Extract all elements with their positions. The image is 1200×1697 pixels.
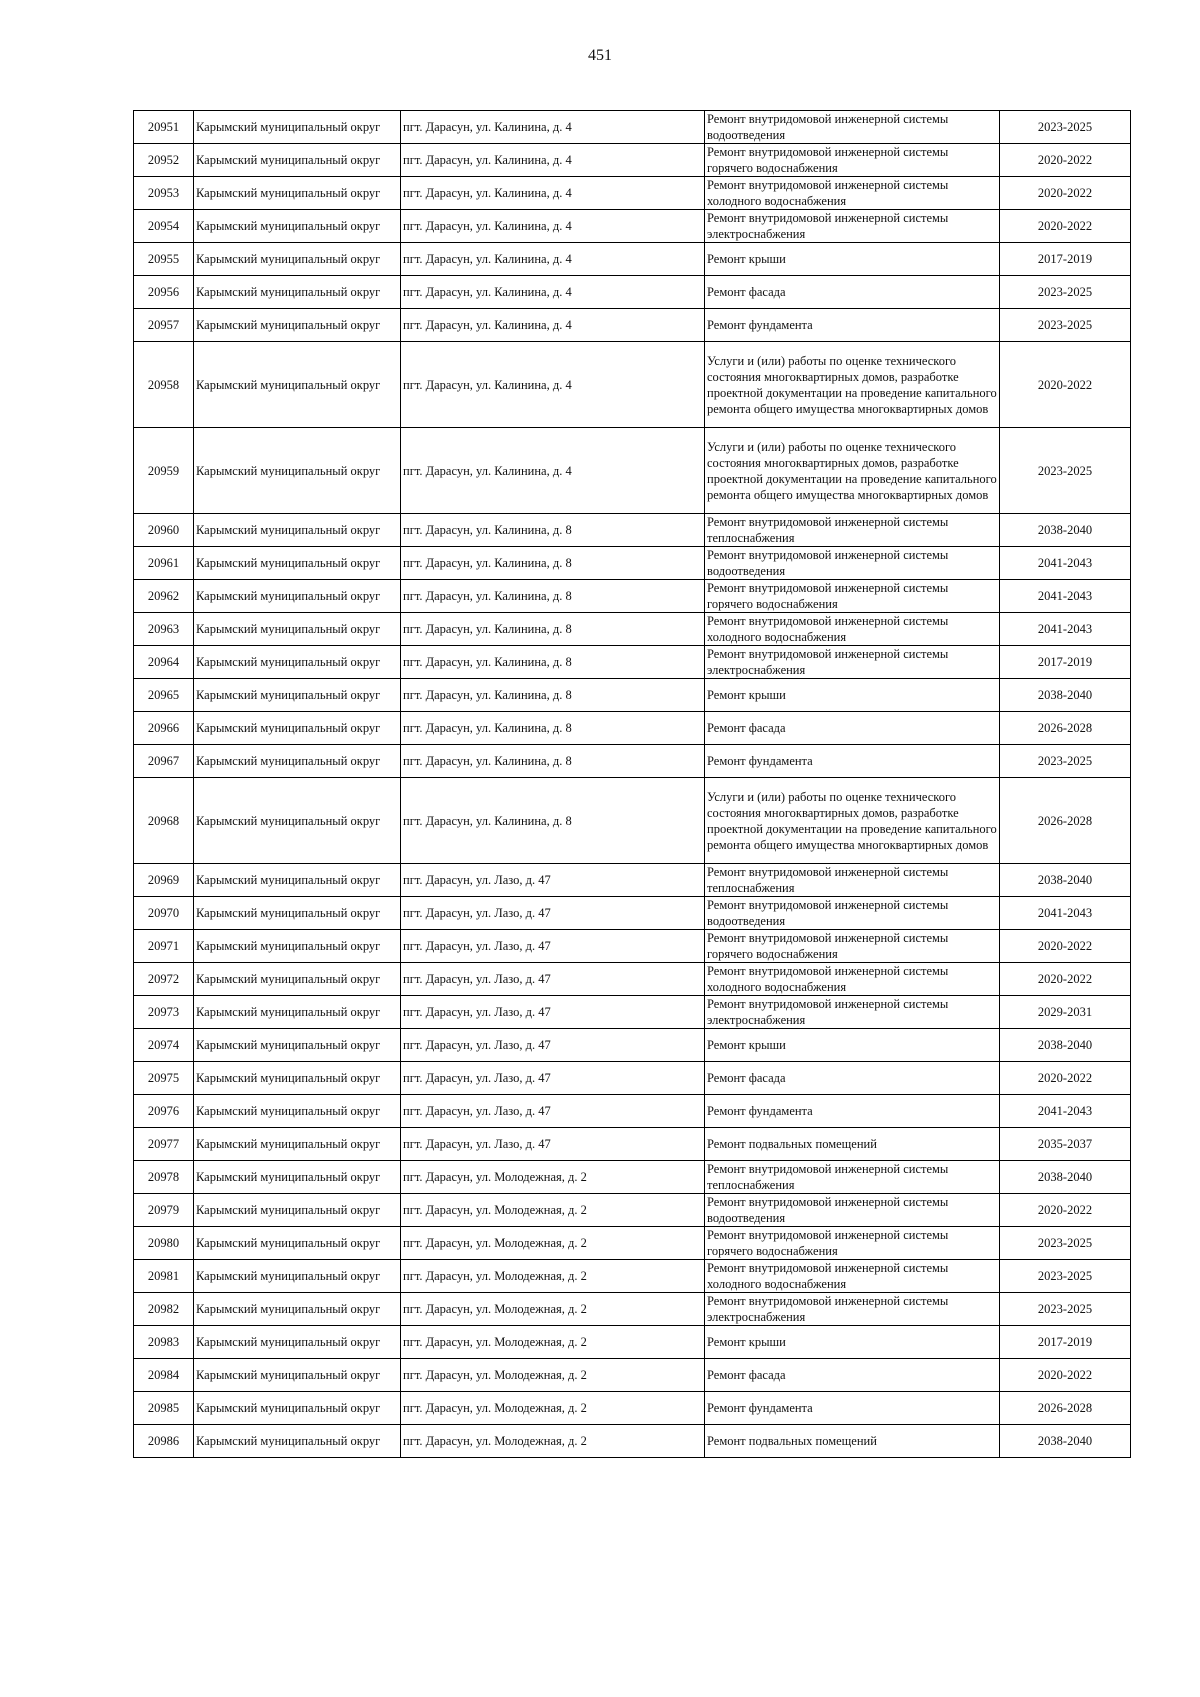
address-cell: пгт. Дарасун, ул. Лазо, д. 47 [401, 1062, 705, 1095]
municipality-cell: Карымский муниципальный округ [194, 1194, 401, 1227]
table-row [134, 1359, 1131, 1392]
municipality-cell: Карымский муниципальный округ [194, 309, 401, 342]
table-row [134, 243, 1131, 276]
table-row [134, 897, 1131, 930]
work-type-cell: Услуги и (или) работы по оценке технического состояния многоквартирных домов, разработке проектной документации на проведение капитального ремонта общего имущества многоквартирных домов [705, 778, 1000, 864]
period-cell: 2023-2025 [1000, 1293, 1131, 1326]
municipality-cell: Карымский муниципальный округ [194, 1293, 401, 1326]
address-cell: пгт. Дарасун, ул. Калинина, д. 8 [401, 745, 705, 778]
period-cell: 2026-2028 [1000, 1392, 1131, 1425]
table-row [134, 309, 1131, 342]
municipality-cell: Карымский муниципальный округ [194, 679, 401, 712]
address-cell: пгт. Дарасун, ул. Лазо, д. 47 [401, 1029, 705, 1062]
address-cell: пгт. Дарасун, ул. Калинина, д. 4 [401, 243, 705, 276]
work-type-cell: Ремонт внутридомовой инженерной системы водоотведения [705, 111, 1000, 144]
municipality-cell: Карымский муниципальный округ [194, 514, 401, 547]
row-number: 20973 [134, 996, 194, 1029]
municipality-cell: Карымский муниципальный округ [194, 428, 401, 514]
row-number: 20972 [134, 963, 194, 996]
table-row [134, 963, 1131, 996]
period-cell: 2023-2025 [1000, 1260, 1131, 1293]
municipality-cell: Карымский муниципальный округ [194, 1392, 401, 1425]
row-number: 20962 [134, 580, 194, 613]
work-type-cell: Ремонт внутридомовой инженерной системы теплоснабжения [705, 864, 1000, 897]
row-number: 20975 [134, 1062, 194, 1095]
municipality-cell: Карымский муниципальный округ [194, 996, 401, 1029]
period-cell: 2020-2022 [1000, 342, 1131, 428]
work-type-cell: Ремонт внутридомовой инженерной системы холодного водоснабжения [705, 963, 1000, 996]
period-cell: 2026-2028 [1000, 778, 1131, 864]
address-cell: пгт. Дарасун, ул. Калинина, д. 4 [401, 177, 705, 210]
municipality-cell: Карымский муниципальный округ [194, 864, 401, 897]
table-row [134, 996, 1131, 1029]
municipality-cell: Карымский муниципальный округ [194, 547, 401, 580]
address-cell: пгт. Дарасун, ул. Калинина, д. 4 [401, 309, 705, 342]
municipality-cell: Карымский муниципальный округ [194, 1095, 401, 1128]
address-cell: пгт. Дарасун, ул. Лазо, д. 47 [401, 864, 705, 897]
table-row [134, 864, 1131, 897]
work-type-cell: Ремонт крыши [705, 679, 1000, 712]
address-cell: пгт. Дарасун, ул. Калинина, д. 4 [401, 276, 705, 309]
period-cell: 2038-2040 [1000, 1425, 1131, 1458]
table-row [134, 111, 1131, 144]
period-cell: 2023-2025 [1000, 111, 1131, 144]
table-row [134, 679, 1131, 712]
period-cell: 2038-2040 [1000, 1029, 1131, 1062]
address-cell: пгт. Дарасун, ул. Молодежная, д. 2 [401, 1359, 705, 1392]
table-row [134, 745, 1131, 778]
row-number: 20956 [134, 276, 194, 309]
table-body [134, 111, 1131, 1458]
municipality-cell: Карымский муниципальный округ [194, 1029, 401, 1062]
municipality-cell: Карымский муниципальный округ [194, 930, 401, 963]
period-cell: 2017-2019 [1000, 243, 1131, 276]
work-type-cell: Ремонт внутридомовой инженерной системы электроснабжения [705, 210, 1000, 243]
period-cell: 2020-2022 [1000, 177, 1131, 210]
work-type-cell: Ремонт внутридомовой инженерной системы горячего водоснабжения [705, 144, 1000, 177]
address-cell: пгт. Дарасун, ул. Калинина, д. 8 [401, 679, 705, 712]
row-number: 20981 [134, 1260, 194, 1293]
work-type-cell: Ремонт внутридомовой инженерной системы холодного водоснабжения [705, 613, 1000, 646]
work-type-cell: Ремонт подвальных помещений [705, 1425, 1000, 1458]
work-type-cell: Ремонт крыши [705, 1326, 1000, 1359]
address-cell: пгт. Дарасун, ул. Калинина, д. 4 [401, 111, 705, 144]
address-cell: пгт. Дарасун, ул. Калинина, д. 8 [401, 778, 705, 864]
work-type-cell: Ремонт внутридомовой инженерной системы холодного водоснабжения [705, 1260, 1000, 1293]
row-number: 20963 [134, 613, 194, 646]
work-type-cell: Ремонт внутридомовой инженерной системы теплоснабжения [705, 514, 1000, 547]
row-number: 20976 [134, 1095, 194, 1128]
address-cell: пгт. Дарасун, ул. Молодежная, д. 2 [401, 1260, 705, 1293]
row-number: 20955 [134, 243, 194, 276]
municipality-cell: Карымский муниципальный округ [194, 712, 401, 745]
address-cell: пгт. Дарасун, ул. Калинина, д. 8 [401, 712, 705, 745]
address-cell: пгт. Дарасун, ул. Калинина, д. 8 [401, 547, 705, 580]
municipality-cell: Карымский муниципальный округ [194, 897, 401, 930]
municipality-cell: Карымский муниципальный округ [194, 342, 401, 428]
municipality-cell: Карымский муниципальный округ [194, 144, 401, 177]
address-cell: пгт. Дарасун, ул. Калинина, д. 8 [401, 646, 705, 679]
table-row [134, 276, 1131, 309]
period-cell: 2020-2022 [1000, 963, 1131, 996]
page-number: 451 [588, 47, 612, 64]
row-number: 20960 [134, 514, 194, 547]
address-cell: пгт. Дарасун, ул. Калинина, д. 4 [401, 210, 705, 243]
row-number: 20961 [134, 547, 194, 580]
table-row [134, 1227, 1131, 1260]
table-row [134, 514, 1131, 547]
row-number: 20952 [134, 144, 194, 177]
table-row [134, 1095, 1131, 1128]
row-number: 20958 [134, 342, 194, 428]
address-cell: пгт. Дарасун, ул. Лазо, д. 47 [401, 1128, 705, 1161]
work-type-cell: Ремонт внутридомовой инженерной системы горячего водоснабжения [705, 1227, 1000, 1260]
address-cell: пгт. Дарасун, ул. Молодежная, д. 2 [401, 1161, 705, 1194]
work-type-cell: Ремонт внутридомовой инженерной системы холодного водоснабжения [705, 177, 1000, 210]
period-cell: 2035-2037 [1000, 1128, 1131, 1161]
municipality-cell: Карымский муниципальный округ [194, 1128, 401, 1161]
address-cell: пгт. Дарасун, ул. Калинина, д. 4 [401, 428, 705, 514]
period-cell: 2041-2043 [1000, 547, 1131, 580]
table-row [134, 1194, 1131, 1227]
address-cell: пгт. Дарасун, ул. Лазо, д. 47 [401, 897, 705, 930]
address-cell: пгт. Дарасун, ул. Молодежная, д. 2 [401, 1293, 705, 1326]
municipality-cell: Карымский муниципальный округ [194, 276, 401, 309]
municipality-cell: Карымский муниципальный округ [194, 1425, 401, 1458]
period-cell: 2041-2043 [1000, 580, 1131, 613]
row-number: 20977 [134, 1128, 194, 1161]
work-type-cell: Ремонт крыши [705, 243, 1000, 276]
table-row [134, 547, 1131, 580]
table-row [134, 930, 1131, 963]
municipality-cell: Карымский муниципальный округ [194, 1326, 401, 1359]
work-type-cell: Услуги и (или) работы по оценке технического состояния многоквартирных домов, разработке проектной документации на проведение капитального ремонта общего имущества многоквартирных домов [705, 342, 1000, 428]
address-cell: пгт. Дарасун, ул. Лазо, д. 47 [401, 963, 705, 996]
period-cell: 2023-2025 [1000, 745, 1131, 778]
period-cell: 2041-2043 [1000, 897, 1131, 930]
period-cell: 2020-2022 [1000, 1194, 1131, 1227]
row-number: 20983 [134, 1326, 194, 1359]
municipality-cell: Карымский муниципальный округ [194, 745, 401, 778]
period-cell: 2023-2025 [1000, 428, 1131, 514]
period-cell: 2029-2031 [1000, 996, 1131, 1029]
table-row [134, 1161, 1131, 1194]
work-type-cell: Ремонт фундамента [705, 309, 1000, 342]
row-number: 20971 [134, 930, 194, 963]
work-type-cell: Ремонт фундамента [705, 1392, 1000, 1425]
period-cell: 2038-2040 [1000, 1161, 1131, 1194]
municipality-cell: Карымский муниципальный округ [194, 613, 401, 646]
table-row [134, 342, 1131, 428]
address-cell: пгт. Дарасун, ул. Молодежная, д. 2 [401, 1326, 705, 1359]
row-number: 20954 [134, 210, 194, 243]
municipality-cell: Карымский муниципальный округ [194, 1062, 401, 1095]
row-number: 20966 [134, 712, 194, 745]
row-number: 20970 [134, 897, 194, 930]
work-type-cell: Ремонт внутридомовой инженерной системы электроснабжения [705, 1293, 1000, 1326]
municipality-cell: Карымский муниципальный округ [194, 580, 401, 613]
table-row [134, 177, 1131, 210]
work-type-cell: Ремонт внутридомовой инженерной системы водоотведения [705, 897, 1000, 930]
municipality-cell: Карымский муниципальный округ [194, 177, 401, 210]
period-cell: 2020-2022 [1000, 210, 1131, 243]
table-row [134, 580, 1131, 613]
period-cell: 2023-2025 [1000, 1227, 1131, 1260]
table-row [134, 428, 1131, 514]
work-type-cell: Ремонт крыши [705, 1029, 1000, 1062]
municipality-cell: Карымский муниципальный округ [194, 1359, 401, 1392]
address-cell: пгт. Дарасун, ул. Молодежная, д. 2 [401, 1425, 705, 1458]
work-type-cell: Ремонт фундамента [705, 1095, 1000, 1128]
row-number: 20980 [134, 1227, 194, 1260]
period-cell: 2017-2019 [1000, 1326, 1131, 1359]
municipality-cell: Карымский муниципальный округ [194, 111, 401, 144]
address-cell: пгт. Дарасун, ул. Калинина, д. 4 [401, 342, 705, 428]
table-row [134, 1062, 1131, 1095]
row-number: 20951 [134, 111, 194, 144]
period-cell: 2023-2025 [1000, 276, 1131, 309]
work-type-cell: Ремонт внутридомовой инженерной системы электроснабжения [705, 996, 1000, 1029]
address-cell: пгт. Дарасун, ул. Калинина, д. 8 [401, 514, 705, 547]
period-cell: 2038-2040 [1000, 864, 1131, 897]
row-number: 20957 [134, 309, 194, 342]
municipality-cell: Карымский муниципальный округ [194, 210, 401, 243]
row-number: 20965 [134, 679, 194, 712]
row-number: 20974 [134, 1029, 194, 1062]
period-cell: 2041-2043 [1000, 1095, 1131, 1128]
address-cell: пгт. Дарасун, ул. Калинина, д. 8 [401, 613, 705, 646]
work-type-cell: Ремонт фундамента [705, 745, 1000, 778]
row-number: 20959 [134, 428, 194, 514]
period-cell: 2017-2019 [1000, 646, 1131, 679]
work-type-cell: Ремонт внутридомовой инженерной системы электроснабжения [705, 646, 1000, 679]
row-number: 20964 [134, 646, 194, 679]
municipality-cell: Карымский муниципальный округ [194, 1161, 401, 1194]
address-cell: пгт. Дарасун, ул. Молодежная, д. 2 [401, 1194, 705, 1227]
municipality-cell: Карымский муниципальный округ [194, 1260, 401, 1293]
period-cell: 2038-2040 [1000, 514, 1131, 547]
municipality-cell: Карымский муниципальный округ [194, 963, 401, 996]
address-cell: пгт. Дарасун, ул. Лазо, д. 47 [401, 930, 705, 963]
table-row [134, 1128, 1131, 1161]
work-type-cell: Услуги и (или) работы по оценке технического состояния многоквартирных домов, разработке проектной документации на проведение капитального ремонта общего имущества многоквартирных домов [705, 428, 1000, 514]
municipality-cell: Карымский муниципальный округ [194, 778, 401, 864]
row-number: 20986 [134, 1425, 194, 1458]
work-type-cell: Ремонт фасада [705, 1359, 1000, 1392]
table-row [134, 1293, 1131, 1326]
table-row [134, 646, 1131, 679]
address-cell: пгт. Дарасун, ул. Молодежная, д. 2 [401, 1392, 705, 1425]
municipality-cell: Карымский муниципальный округ [194, 243, 401, 276]
work-type-cell: Ремонт внутридомовой инженерной системы теплоснабжения [705, 1161, 1000, 1194]
work-type-cell: Ремонт подвальных помещений [705, 1128, 1000, 1161]
municipality-cell: Карымский муниципальный округ [194, 1227, 401, 1260]
table-row [134, 1392, 1131, 1425]
work-type-cell: Ремонт внутридомовой инженерной системы горячего водоснабжения [705, 580, 1000, 613]
row-number: 20969 [134, 864, 194, 897]
work-type-cell: Ремонт внутридомовой инженерной системы водоотведения [705, 547, 1000, 580]
table-row [134, 1326, 1131, 1359]
row-number: 20953 [134, 177, 194, 210]
row-number: 20979 [134, 1194, 194, 1227]
table-row [134, 712, 1131, 745]
table-row [134, 613, 1131, 646]
period-cell: 2041-2043 [1000, 613, 1131, 646]
table-row [134, 778, 1131, 864]
address-cell: пгт. Дарасун, ул. Калинина, д. 8 [401, 580, 705, 613]
row-number: 20968 [134, 778, 194, 864]
row-number: 20967 [134, 745, 194, 778]
address-cell: пгт. Дарасун, ул. Молодежная, д. 2 [401, 1227, 705, 1260]
period-cell: 2020-2022 [1000, 144, 1131, 177]
table-row [134, 1260, 1131, 1293]
period-cell: 2020-2022 [1000, 1359, 1131, 1392]
work-type-cell: Ремонт внутридомовой инженерной системы горячего водоснабжения [705, 930, 1000, 963]
row-number: 20982 [134, 1293, 194, 1326]
period-cell: 2020-2022 [1000, 1062, 1131, 1095]
period-cell: 2038-2040 [1000, 679, 1131, 712]
table-row [134, 144, 1131, 177]
municipality-cell: Карымский муниципальный округ [194, 646, 401, 679]
work-type-cell: Ремонт фасада [705, 1062, 1000, 1095]
row-number: 20985 [134, 1392, 194, 1425]
capital-repair-table [133, 110, 1131, 1458]
table-row [134, 1425, 1131, 1458]
address-cell: пгт. Дарасун, ул. Калинина, д. 4 [401, 144, 705, 177]
period-cell: 2026-2028 [1000, 712, 1131, 745]
work-type-cell: Ремонт фасада [705, 712, 1000, 745]
work-type-cell: Ремонт фасада [705, 276, 1000, 309]
work-type-cell: Ремонт внутридомовой инженерной системы водоотведения [705, 1194, 1000, 1227]
row-number: 20978 [134, 1161, 194, 1194]
period-cell: 2023-2025 [1000, 309, 1131, 342]
table-row [134, 1029, 1131, 1062]
table-row [134, 210, 1131, 243]
address-cell: пгт. Дарасун, ул. Лазо, д. 47 [401, 1095, 705, 1128]
period-cell: 2020-2022 [1000, 930, 1131, 963]
address-cell: пгт. Дарасун, ул. Лазо, д. 47 [401, 996, 705, 1029]
row-number: 20984 [134, 1359, 194, 1392]
